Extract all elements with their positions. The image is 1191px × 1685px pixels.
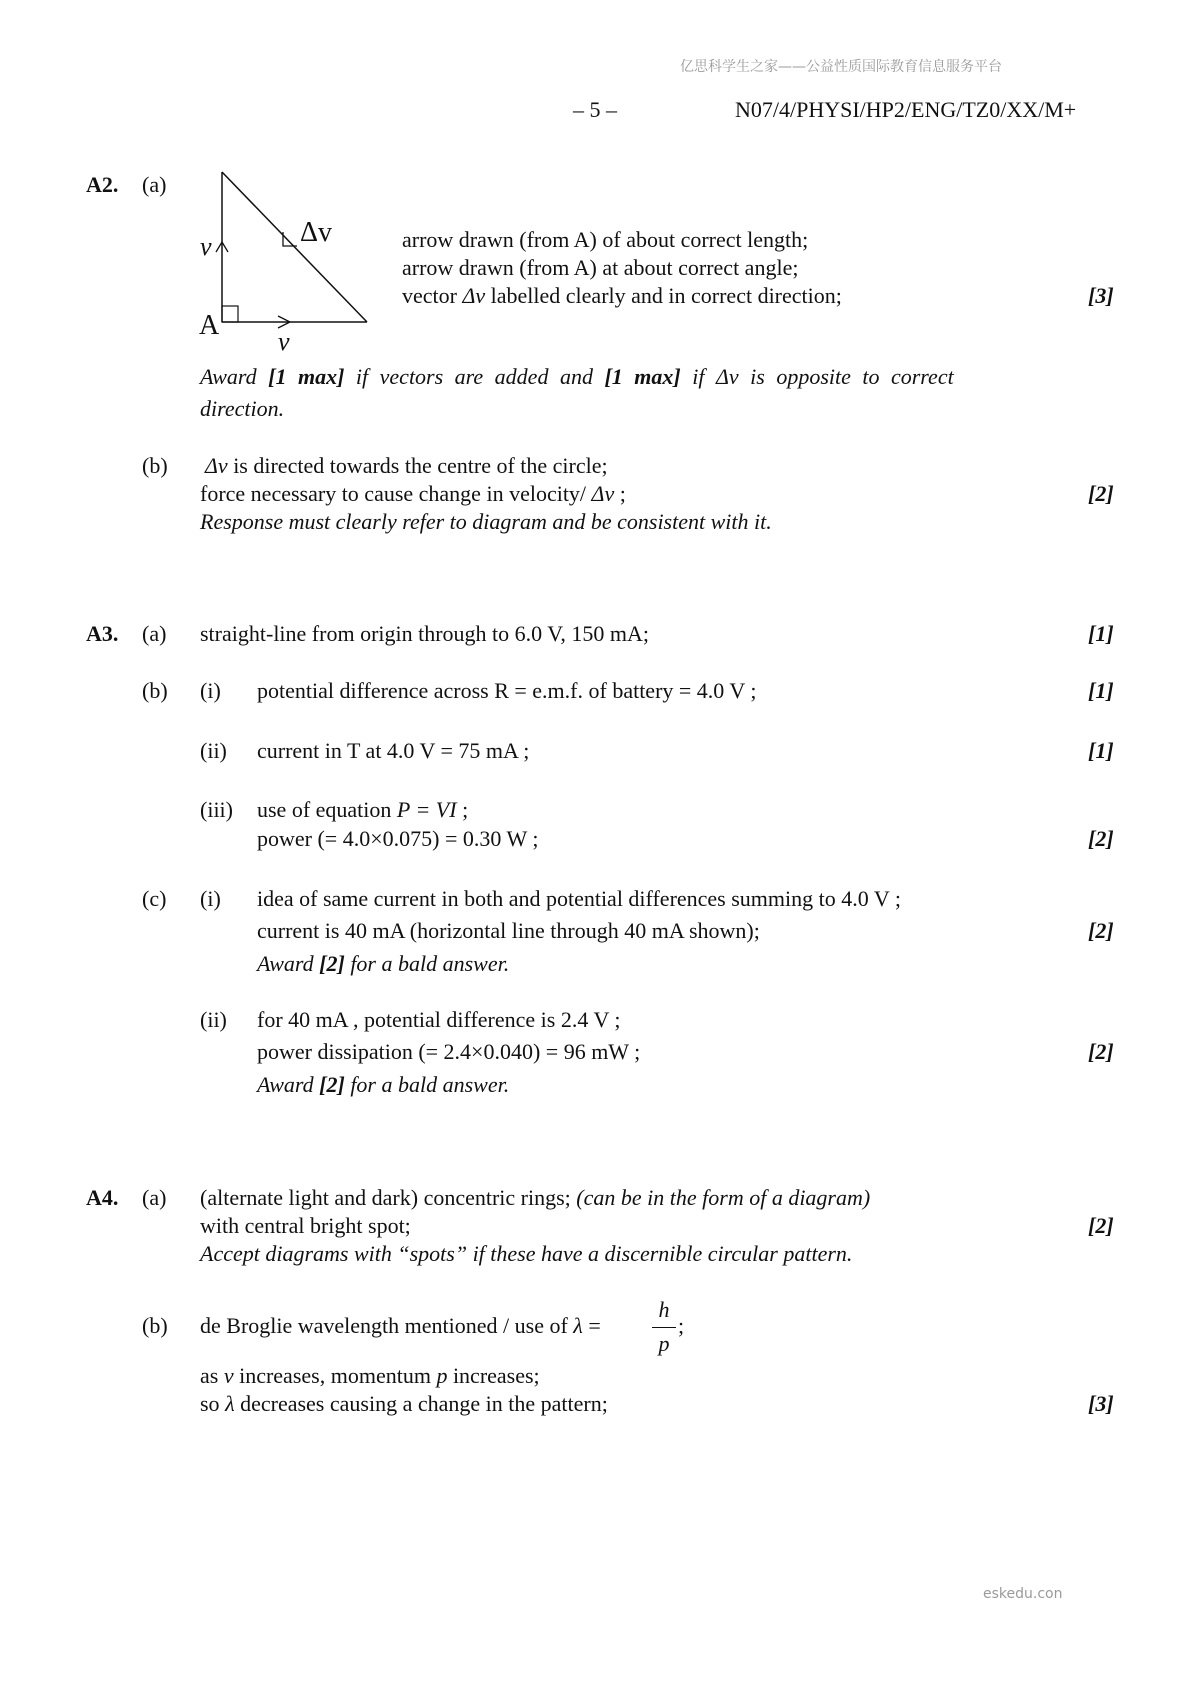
a4-b-fraction-numerator: h [658, 1297, 670, 1322]
a3-c-ii-line-1: for 40 mA , potential difference is 2.4 V ; [257, 1007, 621, 1032]
a3-b-i-label: (i) [200, 678, 221, 703]
a3-c-ii-marks: [2] [1088, 1039, 1114, 1064]
a3-c-i-line-3: Award [2] for a bald answer. [257, 951, 510, 976]
diagram-label-v-horizontal: v [278, 327, 290, 356]
a4-a-marks: [2] [1088, 1213, 1114, 1238]
a3-c-label: (c) [142, 886, 167, 911]
a4-b-fraction-denominator: p [658, 1331, 670, 1356]
a4-b-line-2: as v increases, momentum p increases; [200, 1363, 540, 1388]
a2-a-label: (a) [142, 172, 167, 197]
a3-c-ii-line-3: Award [2] for a bald answer. [257, 1072, 510, 1097]
a3-c-i-label: (i) [200, 886, 221, 911]
a4-b-fraction-bar [652, 1327, 676, 1328]
a2-b-label: (b) [142, 453, 168, 478]
document-code: N07/4/PHYSI/HP2/ENG/TZ0/XX/M+ [735, 97, 1077, 122]
watermark-top: 亿思科学生之家——公益性质国际教育信息服务平台 [680, 59, 1002, 75]
question-a3-number: A3. [86, 621, 119, 646]
a3-b-i-text: potential difference across R = e.m.f. of battery = 4.0 V ; [257, 678, 757, 703]
question-a2-number: A2. [86, 172, 119, 197]
a3-b-iii-line-2: power (= 4.0×0.075) = 0.30 W ; [257, 826, 539, 851]
a4-b-line-1-end: ; [678, 1313, 685, 1338]
diagram-label-point-a: A [199, 310, 220, 341]
a2-a-line-3: vector Δv labelled clearly and in correct direction; [402, 283, 842, 308]
a4-b-line-1: de Broglie wavelength mentioned / use of λ = [200, 1313, 601, 1338]
a3-b-ii-label: (ii) [200, 738, 227, 763]
a3-c-i-line-1: idea of same current in both and potential differences summing to 4.0 V ; [257, 886, 901, 911]
a2-a-marks: [3] [1088, 283, 1114, 308]
a2-a-line-1: arrow drawn (from A) of about correct length; [402, 227, 809, 252]
delta-v-arrow-line [222, 172, 367, 322]
a2-a-line-2: arrow drawn (from A) at about correct angle; [402, 255, 799, 280]
a4-b-marks: [3] [1088, 1391, 1114, 1416]
a3-b-ii-text: current in T at 4.0 V = 75 mA ; [257, 738, 530, 763]
a3-b-ii-marks: [1] [1088, 738, 1114, 763]
diagram-label-v-vertical: v [200, 232, 212, 261]
a2-a-note-line-2: direction. [200, 396, 285, 421]
a4-b-label: (b) [142, 1313, 168, 1338]
page-number: – 5 – [573, 97, 617, 122]
a2-b-line-2: force necessary to cause change in velocity/ Δv ; [200, 481, 626, 506]
a3-a-text: straight-line from origin through to 6.0 V, 150 mA; [200, 621, 649, 646]
a4-b-line-3: so λ decreases causing a change in the pattern; [200, 1391, 608, 1416]
a3-c-i-line-2: current is 40 mA (horizontal line through 40 mA shown); [257, 918, 760, 943]
right-angle-marker [222, 306, 238, 322]
a4-a-line-3: Accept diagrams with “spots” if these have a discernible circular pattern. [200, 1241, 853, 1266]
a3-b-iii-label: (iii) [200, 797, 233, 822]
a3-c-ii-label: (ii) [200, 1007, 227, 1032]
a3-c-ii-line-2: power dissipation (= 2.4×0.040) = 96 mW ; [257, 1039, 641, 1064]
a2-b-line-1: Δv is directed towards the centre of the circle; [205, 453, 608, 478]
a3-a-marks: [1] [1088, 621, 1114, 646]
a3-c-i-marks: [2] [1088, 918, 1114, 943]
a4-a-line-1: (alternate light and dark) concentric rings; (can be in the form of a diagram) [200, 1185, 871, 1210]
a4-a-label: (a) [142, 1185, 167, 1210]
a2-b-marks: [2] [1088, 481, 1114, 506]
a3-a-label: (a) [142, 621, 167, 646]
a2-b-line-3: Response must clearly refer to diagram and be consistent with it. [200, 509, 772, 534]
watermark-bottom: eskedu.con [983, 1586, 1063, 1602]
question-a4-number: A4. [86, 1185, 119, 1210]
delta-v-arrowhead [283, 232, 297, 246]
diagram-label-delta-v: Δv [300, 217, 333, 248]
a2-a-note-line-1: Award [1 max] if vectors are added and [1 max] if Δv is opposite to correct [200, 364, 954, 389]
a3-b-i-marks: [1] [1088, 678, 1114, 703]
a3-b-iii-marks: [2] [1088, 826, 1114, 851]
a3-b-label: (b) [142, 678, 168, 703]
a4-a-line-2: with central bright spot; [200, 1213, 411, 1238]
a3-b-iii-line-1: use of equation P = VI ; [257, 797, 469, 822]
